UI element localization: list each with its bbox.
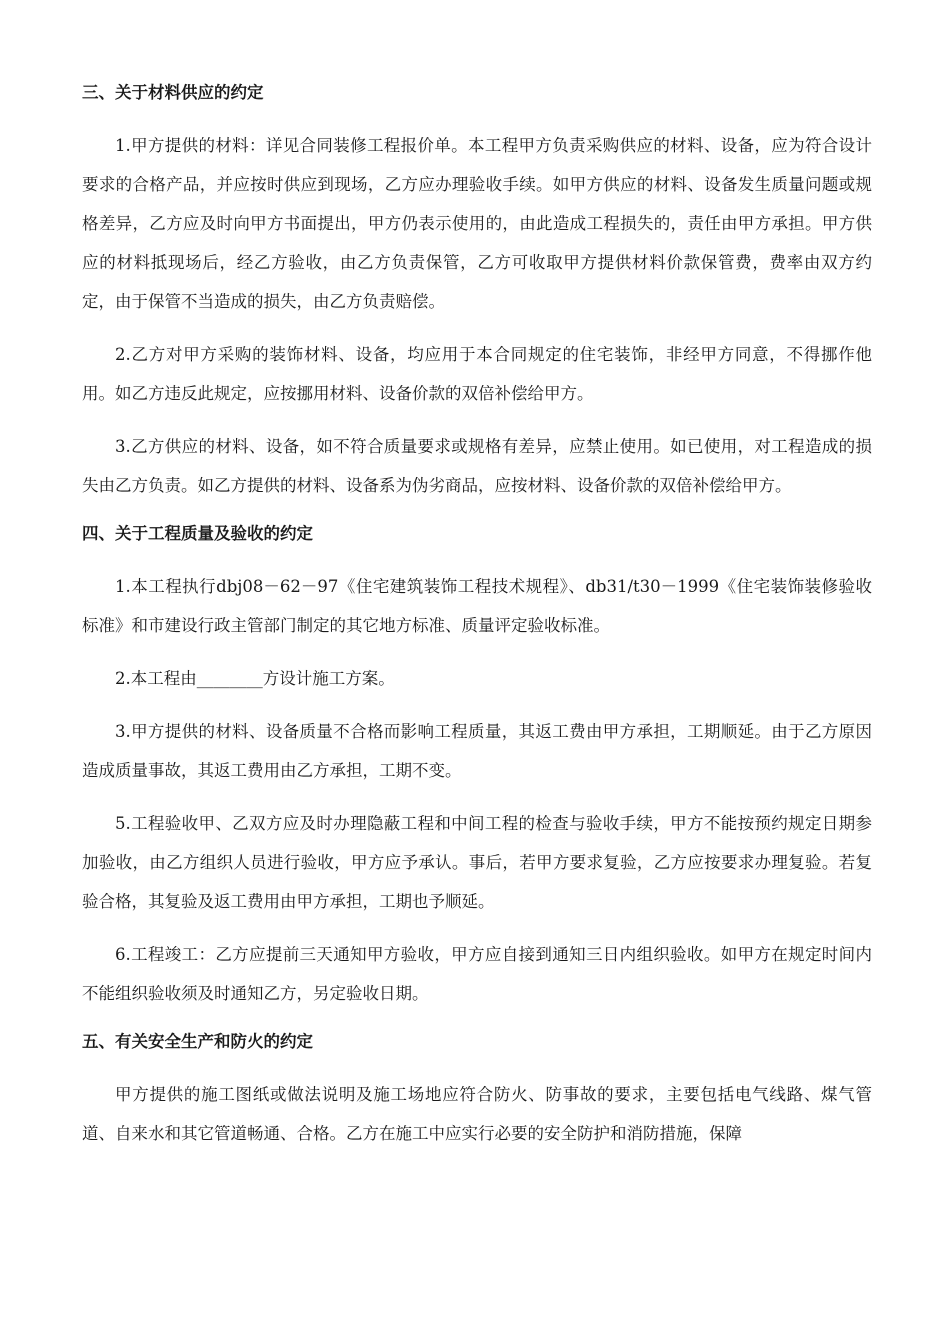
paragraph-materials-1: 1.甲方提供的材料：详见合同装修工程报价单。本工程甲方负责采购供应的材料、设备，应为符合设计要求的合格产品，并应按时供应到现场，乙方应办理验收手续。如甲方供应的材料、设备发生质量问题或规格差异，乙方应及时向甲方书面提出，甲方仍表示使用的，由此造成工程损失的，责任由甲方承担。甲方供应的材料抵现场后，经乙方验收，由乙方负责保管，乙方可收取甲方提供材料价款保管费，费率由双方约定，由于保管不当造成的损失，由乙方负责赔偿。 <box>82 136 872 311</box>
paragraph-materials-3: 3.乙方供应的材料、设备，如不符合质量要求或规格有差异，应禁止使用。如已使用，对工程造成的损失由乙方负责。如乙方提供的材料、设备系为伪劣商品，应按材料、设备价款的双倍补偿给甲方。 <box>82 437 872 495</box>
paragraph-quality-5: 5.工程验收甲、乙双方应及时办理隐蔽工程和中间工程的检查与验收手续，甲方不能按预约规定日期参加验收，由乙方组织人员进行验收，甲方应予承认。事后，若甲方要求复验，乙方应按要求办理复验。若复验合格，其复验及返工费用由甲方承担，工期也予顺延。 <box>82 814 872 911</box>
paragraph-quality-3: 3.甲方提供的材料、设备质量不合格而影响工程质量，其返工费由甲方承担，工期顺延。由于乙方原因造成质量事故，其返工费用由乙方承担，工期不变。 <box>82 722 872 780</box>
paragraph-materials-2: 2.乙方对甲方采购的装饰材料、设备，均应用于本合同规定的住宅装饰，非经甲方同意，不得挪作他用。如乙方违反此规定，应按挪用材料、设备价款的双倍补偿给甲方。 <box>82 345 872 403</box>
paragraph-quality-2: 2.本工程由________方设计施工方案。 <box>115 669 395 688</box>
paragraph-quality-6: 6.工程竣工：乙方应提前三天通知甲方验收，甲方应自接到通知三日内组织验收。如甲方在规定时间内不能组织验收须及时通知乙方，另定验收日期。 <box>82 945 872 1003</box>
section-heading-safety: 五、有关安全生产和防火的约定 <box>82 1032 313 1051</box>
paragraph-safety-1: 甲方提供的施工图纸或做法说明及施工场地应符合防火、防事故的要求，主要包括电气线路、煤气管道、自来水和其它管道畅通、合格。乙方在施工中应实行必要的安全防护和消防措施，保障 <box>82 1085 872 1143</box>
paragraph-quality-1: 1.本工程执行dbj08－62－97《住宅建筑装饰工程技术规程》、db31/t30－1999《住宅装饰装修验收标准》和市建设行政主管部门制定的其它地方标准、质量评定验收标准。 <box>82 577 872 635</box>
section-heading-materials: 三、关于材料供应的约定 <box>82 83 264 102</box>
section-heading-quality: 四、关于工程质量及验收的约定 <box>82 524 313 543</box>
document-body <box>82 78 872 1153</box>
